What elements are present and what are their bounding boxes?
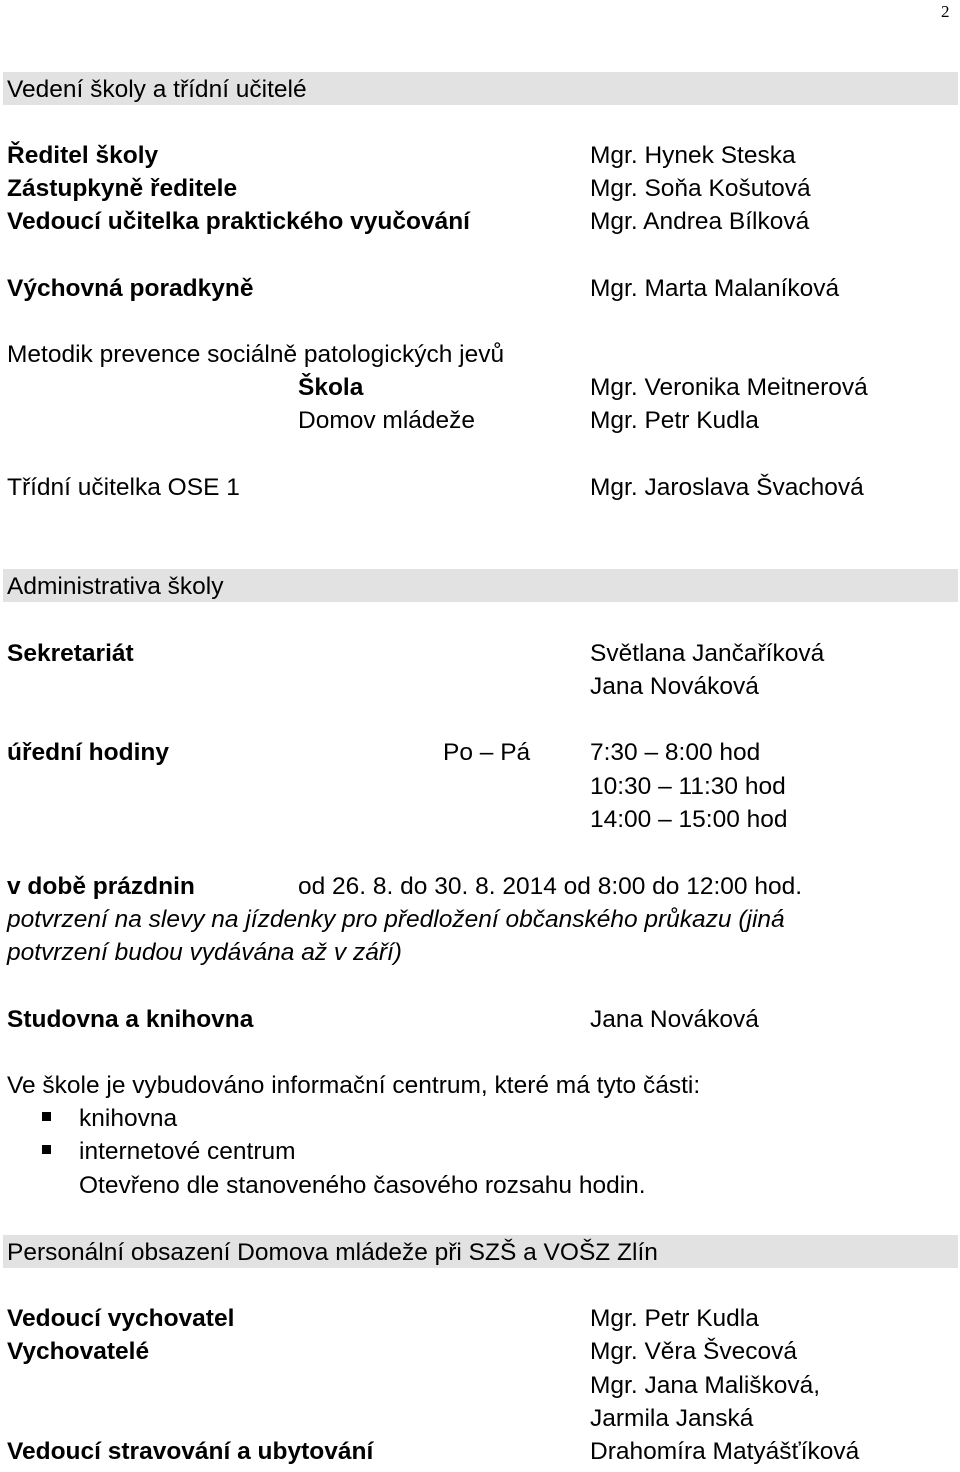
metodik-label: Metodik prevence sociálně patologických jevů [7, 341, 505, 368]
vedouci-vych-name: Mgr. Petr Kudla [590, 1305, 759, 1332]
zastupkyne-label: Zástupkyně ředitele [7, 175, 238, 202]
vychovna-label: Výchovná poradkyně [7, 275, 254, 302]
domov-label: Domov mládeže [298, 407, 476, 434]
section-heading-domov: Personální obsazení Domova mládeže při SZŠ a VOŠZ Zlín [3, 1235, 958, 1268]
list-item-label: knihovna [79, 1105, 178, 1132]
vychovna-name: Mgr. Marta Malaníková [590, 275, 840, 302]
vedouci-prakt-name: Mgr. Andrea Bílková [590, 208, 810, 235]
square-bullet-icon [42, 1145, 51, 1154]
hodiny-2: 10:30 – 11:30 hod [590, 773, 786, 800]
hodiny-1: 7:30 – 8:00 hod [590, 739, 761, 766]
section-heading-vedeni: Vedení školy a třídní učitelé [3, 72, 958, 105]
section-heading-administrativa: Administrativa školy [3, 569, 958, 602]
vychovatele-name-3: Jarmila Janská [590, 1405, 754, 1432]
centrum-intro: Ve škole je vybudováno informační centrum, které má tyto části: [7, 1072, 701, 1099]
zastupkyne-name: Mgr. Soňa Košutová [590, 175, 811, 202]
sekretariat-name-2: Jana Nováková [590, 673, 759, 700]
otevireno-text: Otevřeno dle stanoveného časového rozsahu hodin. [79, 1172, 646, 1199]
studovna-label: Studovna a knihovna [7, 1006, 254, 1033]
potvrzeni-line-1: potvrzení na slevy na jízdenky pro předložení občanského průkazu (jiná [7, 906, 785, 933]
skola-name: Mgr. Veronika Meitnerová [590, 374, 868, 401]
sekretariat-label: Sekretariát [7, 640, 134, 667]
sekretariat-name-1: Světlana Jančaříková [590, 640, 825, 667]
hodiny-days: Po – Pá [443, 739, 531, 766]
stravovani-name: Drahomíra Matyášťíková [590, 1438, 860, 1465]
vychovatele-label: Vychovatelé [7, 1338, 150, 1365]
hodiny-3: 14:00 – 15:00 hod [590, 806, 788, 833]
list-item-label: internetové centrum [79, 1138, 296, 1165]
hodiny-label: úřední hodiny [7, 739, 169, 766]
skola-label: Škola [298, 374, 364, 401]
prazdniny-text: od 26. 8. do 30. 8. 2014 od 8:00 do 12:00 hod. [298, 873, 803, 900]
reditel-label: Ředitel školy [7, 142, 159, 169]
vychovatele-name-2: Mgr. Jana Mališková, [590, 1372, 821, 1399]
potvrzeni-line-2: potvrzení budou vydávána až v září) [7, 939, 402, 966]
vedouci-prakt-label: Vedoucí učitelka praktického vyučování [7, 208, 470, 235]
studovna-name: Jana Nováková [590, 1006, 759, 1033]
stravovani-label: Vedoucí stravování a ubytování [7, 1438, 374, 1465]
tridni-label: Třídní učitelka OSE 1 [7, 474, 240, 501]
square-bullet-icon [42, 1112, 51, 1121]
prazdniny-label: v době prázdnin [7, 873, 195, 900]
vedouci-vych-label: Vedoucí vychovatel [7, 1305, 235, 1332]
domov-name: Mgr. Petr Kudla [590, 407, 759, 434]
reditel-name: Mgr. Hynek Steska [590, 142, 796, 169]
vychovatele-name-1: Mgr. Věra Švecová [590, 1338, 797, 1365]
page-number: 2 [941, 2, 950, 21]
tridni-name: Mgr. Jaroslava Švachová [590, 474, 864, 501]
